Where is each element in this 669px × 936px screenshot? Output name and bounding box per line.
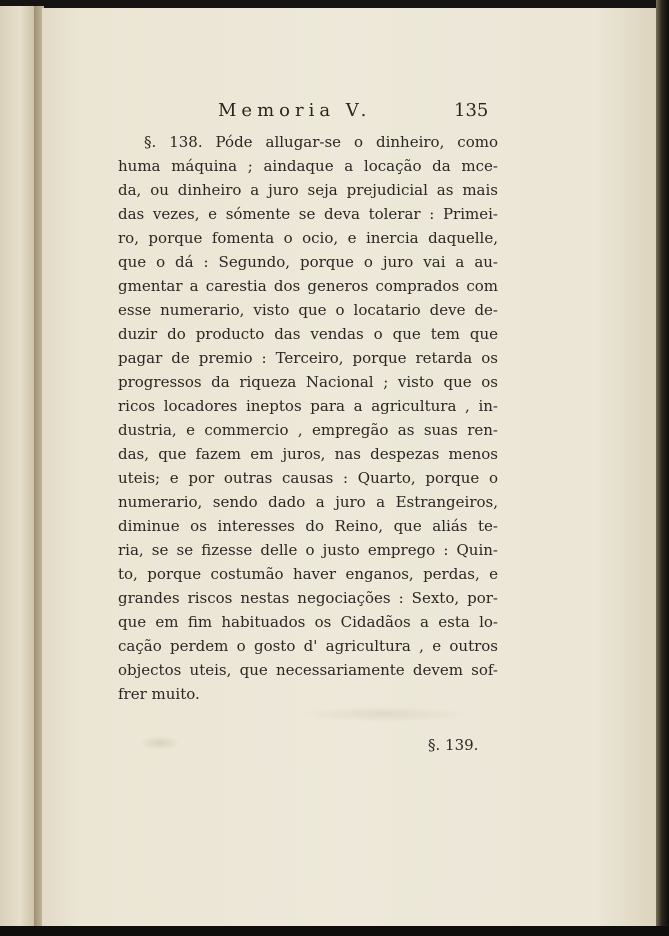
- text-line: ricos locadores ineptos para a agricultura , in-: [118, 397, 498, 415]
- text-line: esse numerario, visto que o locatario deve de-: [118, 301, 498, 319]
- text-line: da, ou dinheiro a juro seja prejudicial as mais: [118, 181, 498, 199]
- text-line: pagar de premio : Terceiro, porque retarda os: [118, 349, 498, 367]
- text-line: que em fim habituados os Cidadãos a esta lo-: [118, 613, 498, 631]
- page-bottom-shadow: [0, 926, 669, 936]
- show-through-smudge: [300, 706, 470, 722]
- text-line: diminue os interesses do Reino, que aliás te-: [118, 517, 498, 535]
- text-line: das vezes, e sómente se deva tolerar : Primei-: [118, 205, 498, 223]
- text-line: objectos uteis, que necessariamente devem sof-: [118, 661, 498, 679]
- text-line: progressos da riqueza Nacional ; visto que os: [118, 373, 498, 391]
- text-line: to, porque costumão haver enganos, perdas, e: [118, 565, 498, 583]
- paragraph-138: [118, 130, 498, 706]
- text-line: cação perdem o gosto d' agricultura , e outros: [118, 637, 498, 655]
- text-line: frer muito.: [118, 685, 200, 703]
- ink-smudge: [140, 736, 180, 750]
- text-line: numerario, sendo dado a juro a Estrangeiros,: [118, 493, 498, 511]
- running-title: Memoria V.: [218, 100, 372, 121]
- text-line: ria, se se fizesse delle o justo emprego : Quin-: [118, 541, 498, 559]
- text-line: huma máquina ; aindaque a locação da mce-: [118, 157, 498, 175]
- facing-page-edge: [0, 6, 36, 930]
- page-right-edge-shadow: [656, 0, 669, 936]
- catchword: §. 139.: [428, 736, 479, 754]
- text-line: duzir do producto das vendas o que tem que: [118, 325, 498, 343]
- text-line: grandes riscos nestas negociações : Sexto, por-: [118, 589, 498, 607]
- text-line: das, que fazem em juros, nas despezas menos: [118, 445, 498, 463]
- running-head: [218, 100, 518, 124]
- text-line: uteis; e por outras causas : Quarto, porque o: [118, 469, 498, 487]
- text-line: §. 138. Póde allugar-se o dinheiro, como: [144, 133, 498, 151]
- text-line: gmentar a carestia dos generos comprados com: [118, 277, 498, 295]
- text-line: dustria, e commercio , empregão as suas ren-: [118, 421, 498, 439]
- page-number: 135: [454, 100, 489, 121]
- text-line: que o dá : Segundo, porque o juro vai a au-: [118, 253, 498, 271]
- text-line: ro, porque fomenta o ocio, e inercia daquelle,: [118, 229, 498, 247]
